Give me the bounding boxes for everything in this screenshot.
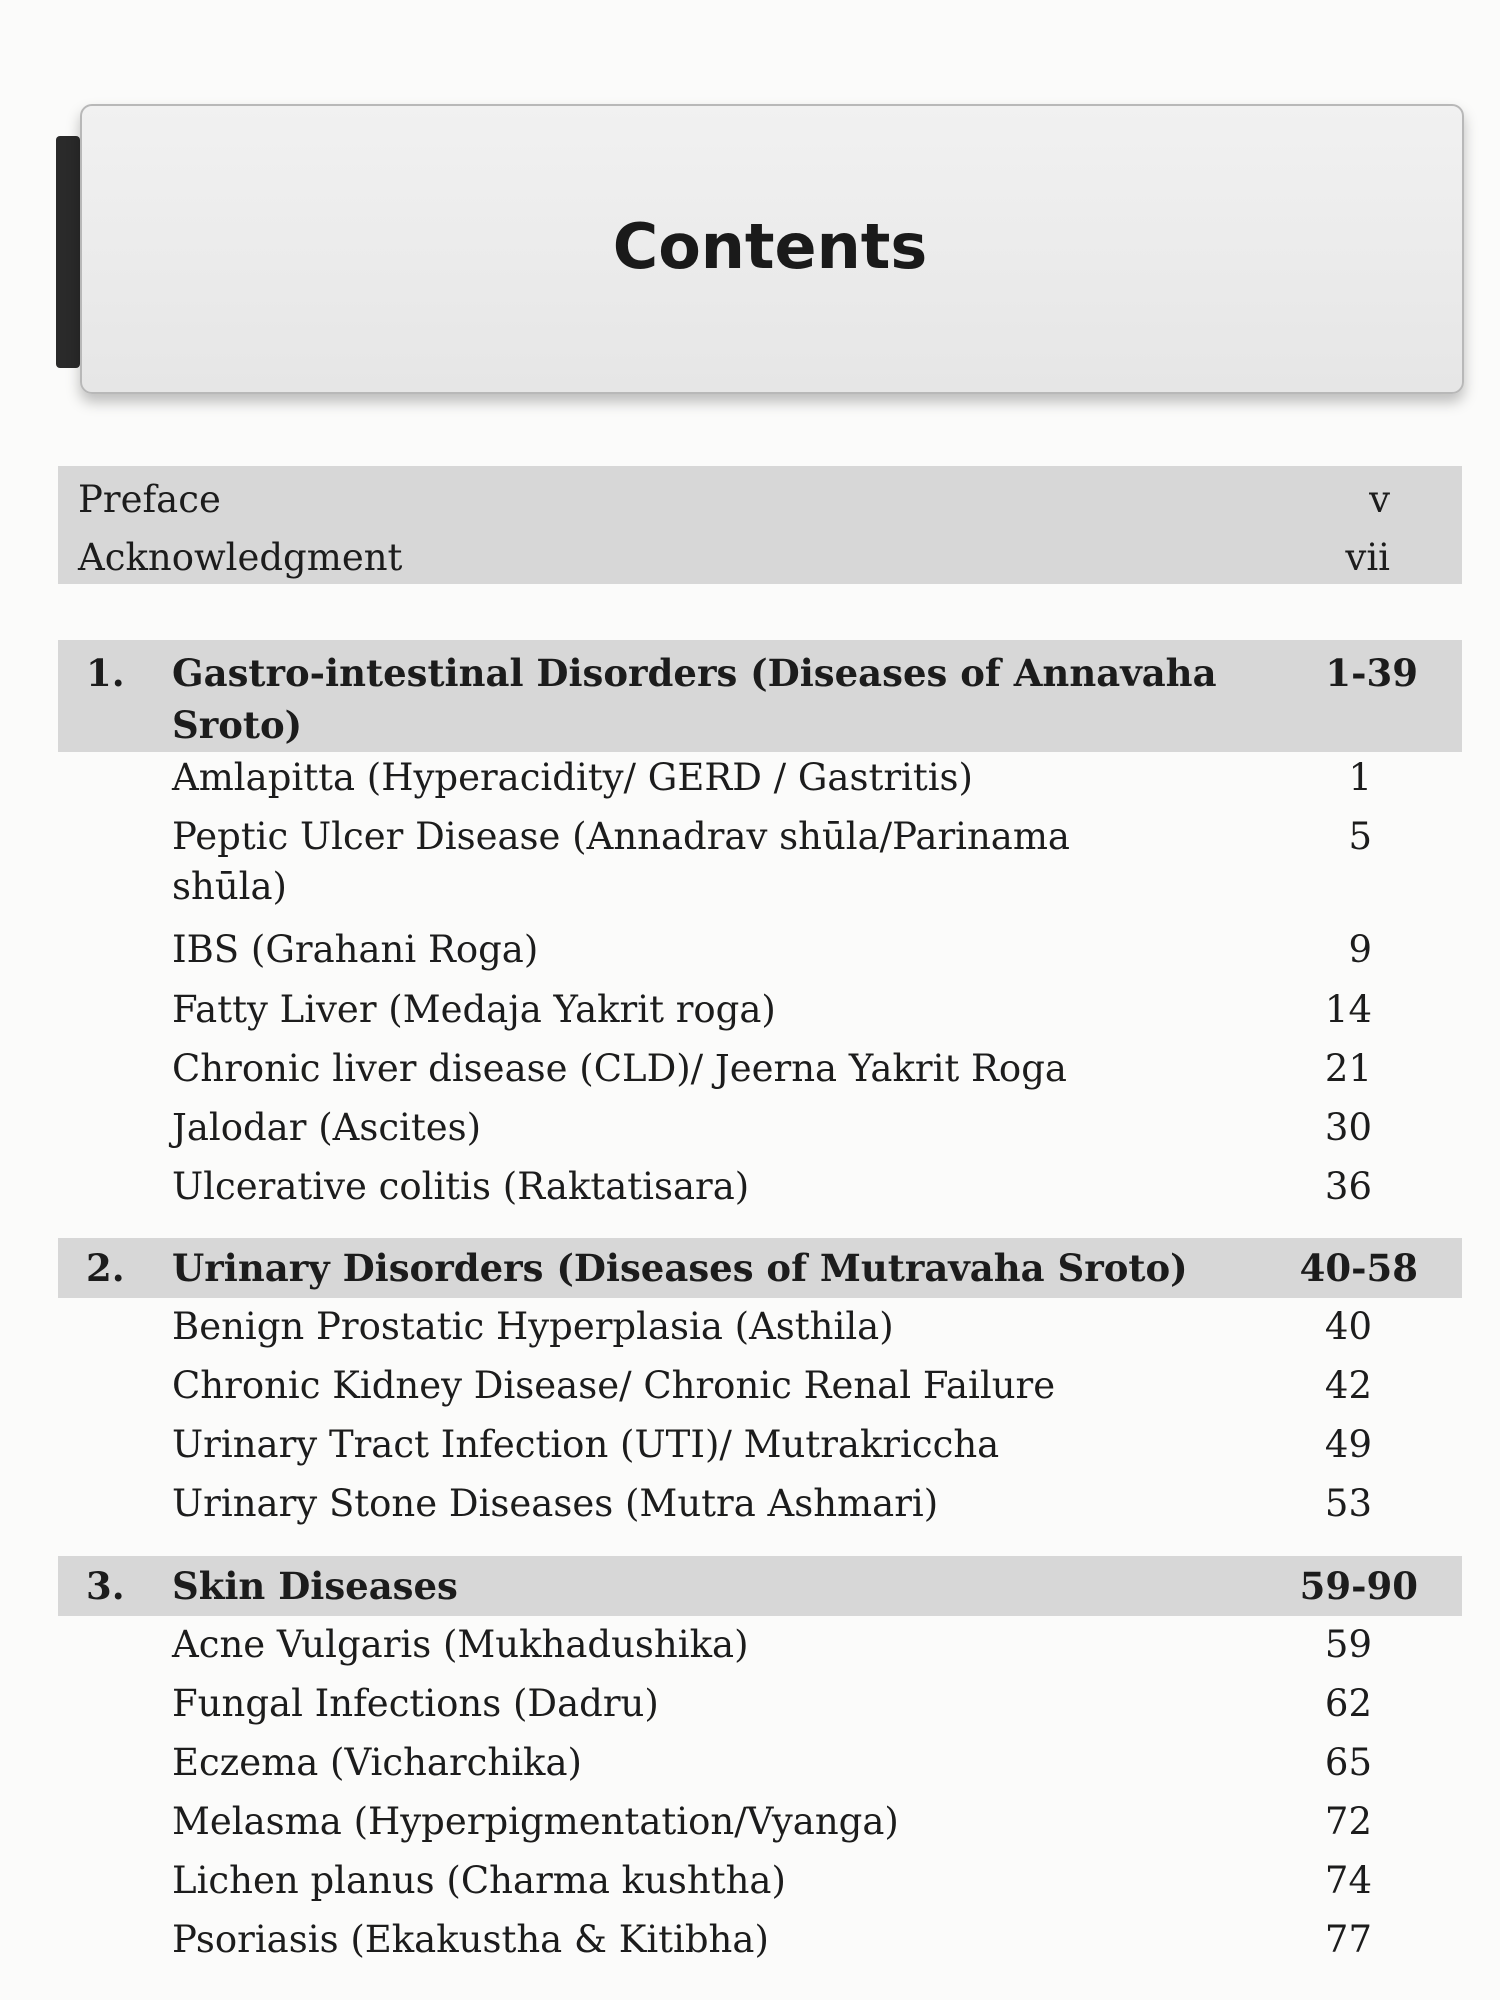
toc-entry-label: IBS (Grahani Roga) (172, 928, 539, 971)
section-pages: 59-90 (1299, 1564, 1418, 1608)
toc-entry-page: 59 (1324, 1623, 1372, 1666)
toc-entry-page: 49 (1324, 1423, 1372, 1466)
toc-entry-label: Peptic Ulcer Disease (Annadrav shūla/Parinama (172, 815, 1070, 858)
toc-entry-page: 21 (1324, 1047, 1372, 1090)
section-title-cont: Sroto) (172, 703, 303, 747)
toc-entry-label: Jalodar (Ascites) (172, 1106, 482, 1149)
toc-entry-page: 1 (1348, 756, 1372, 799)
toc-entry-label: Lichen planus (Charma kushtha) (172, 1859, 786, 1902)
toc-entry-label: Fatty Liver (Medaja Yakrit roga) (172, 988, 776, 1031)
toc-entry-label: Eczema (Vicharchika) (172, 1741, 582, 1784)
toc-entry-page: 14 (1324, 988, 1372, 1031)
toc-entry-page: 40 (1324, 1305, 1372, 1348)
toc-entry-page: v (1369, 478, 1390, 521)
toc-entry-label: Amlapitta (Hyperacidity/ GERD / Gastritis) (172, 756, 973, 799)
toc-entry-page: 62 (1324, 1682, 1372, 1725)
section-title: Gastro-intestinal Disorders (Diseases of Annavaha (172, 651, 1217, 695)
section-number: 1. (86, 651, 125, 695)
toc-entry-page: 65 (1324, 1741, 1372, 1784)
toc-entry-label: Psoriasis (Ekakustha & Kitibha) (172, 1918, 769, 1961)
toc-entry-page: 30 (1324, 1106, 1372, 1149)
section-title: Urinary Disorders (Diseases of Mutravaha Sroto) (172, 1246, 1188, 1290)
section-number: 2. (86, 1246, 125, 1290)
toc-entry-page: 72 (1324, 1800, 1372, 1843)
toc-entry-label: Melasma (Hyperpigmentation/Vyanga) (172, 1800, 899, 1843)
section-title: Skin Diseases (172, 1564, 458, 1608)
toc-entry-page: 77 (1324, 1918, 1372, 1961)
toc-entry-label: Chronic liver disease (CLD)/ Jeerna Yakrit Roga (172, 1047, 1067, 1090)
toc-entry-label: Urinary Tract Infection (UTI)/ Mutrakriccha (172, 1423, 1000, 1466)
toc-entry-page: 36 (1324, 1165, 1372, 1208)
toc-entry-label: Ulcerative colitis (Raktatisara) (172, 1165, 750, 1208)
title-accent-bar (56, 136, 80, 368)
toc-entry-label: Chronic Kidney Disease/ Chronic Renal Failure (172, 1364, 1056, 1407)
toc-entry-page: 9 (1348, 928, 1372, 971)
toc-entry-label: Preface (78, 478, 221, 521)
toc-entry-label: Fungal Infections (Dadru) (172, 1682, 659, 1725)
section-number: 3. (86, 1564, 125, 1608)
toc-entry-label: Urinary Stone Diseases (Mutra Ashmari) (172, 1482, 939, 1525)
toc-entry-page: 5 (1348, 815, 1372, 858)
toc-entry-page: 74 (1324, 1859, 1372, 1902)
toc-entry-label: Acknowledgment (78, 536, 403, 579)
toc-entry-label: Benign Prostatic Hyperplasia (Asthila) (172, 1305, 894, 1348)
toc-entry-label-cont: shūla) (172, 865, 287, 908)
section-pages: 40-58 (1299, 1246, 1418, 1290)
toc-entry-page: 42 (1324, 1364, 1372, 1407)
toc-entry-page: vii (1345, 536, 1390, 579)
toc-entry-page: 53 (1324, 1482, 1372, 1525)
page-title: Contents (612, 210, 928, 283)
toc-entry-label: Acne Vulgaris (Mukhadushika) (172, 1623, 749, 1666)
section-pages: 1-39 (1325, 651, 1418, 695)
